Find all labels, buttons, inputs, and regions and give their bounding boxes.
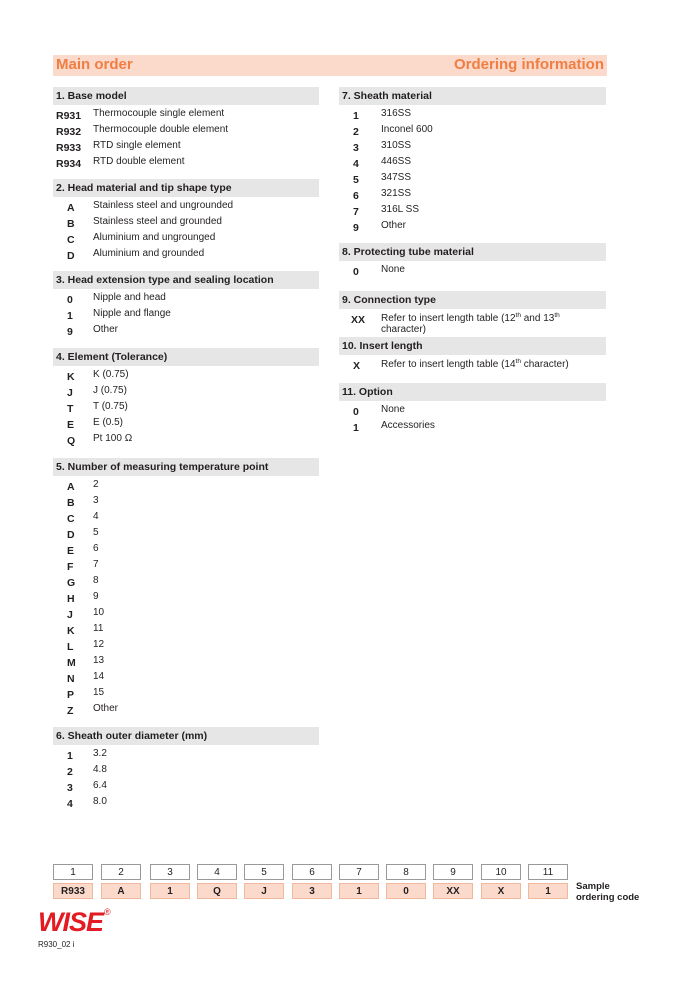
option-row <box>53 510 319 526</box>
option-code: K <box>67 625 75 637</box>
option-row <box>53 686 319 702</box>
option-row <box>53 670 319 686</box>
option-description: 13 <box>93 655 105 666</box>
option-description: 3.2 <box>93 748 107 759</box>
description-text: and 13 <box>520 313 555 324</box>
option-code: 0 <box>353 406 359 418</box>
option-row <box>53 416 319 432</box>
option-code: 5 <box>353 174 359 186</box>
option-description: None <box>381 404 405 415</box>
position-value: X <box>481 883 521 899</box>
option-description: 5 <box>93 527 99 538</box>
section-header: 1. Base model <box>53 87 319 105</box>
option-code: R931 <box>56 110 82 122</box>
option-description: 347SS <box>381 172 412 183</box>
option-code: Q <box>67 435 76 447</box>
option-description: Other <box>93 703 119 714</box>
option-row <box>53 526 319 542</box>
option-row <box>53 123 319 139</box>
option-row <box>53 654 319 670</box>
option-row <box>339 139 606 155</box>
option-code: B <box>67 218 75 230</box>
option-code: 1 <box>67 750 73 762</box>
sample-label <box>576 881 639 903</box>
option-code: 3 <box>67 782 73 794</box>
position-value: J <box>244 883 284 899</box>
option-description: 6 <box>93 543 99 554</box>
logo-text: WISE <box>38 907 104 937</box>
section-1 <box>339 87 606 235</box>
option-code: XX <box>351 314 366 326</box>
position-number: 5 <box>244 864 284 880</box>
option-description: Other <box>381 220 407 231</box>
option-row <box>53 155 319 171</box>
position-value: R933 <box>53 883 93 899</box>
description-text: character) <box>381 324 427 335</box>
option-description: Nipple and flange <box>93 308 171 319</box>
option-row <box>53 215 319 231</box>
option-description: 14 <box>93 671 105 682</box>
position-number: 6 <box>292 864 332 880</box>
option-row <box>53 606 319 622</box>
section-header: 4. Element (Tolerance) <box>53 348 319 366</box>
option-row <box>53 747 319 763</box>
section-header: 2. Head material and tip shape type <box>53 179 319 197</box>
option-row <box>53 478 319 494</box>
option-description: 4.8 <box>93 764 107 775</box>
option-code: A <box>67 481 75 493</box>
section-header: 6. Sheath outer diameter (mm) <box>53 727 319 745</box>
option-code: 4 <box>67 798 73 810</box>
option-description: 3 <box>93 495 99 506</box>
option-code: R934 <box>56 158 82 170</box>
option-row <box>339 203 606 219</box>
option-row <box>53 384 319 400</box>
option-row <box>53 590 319 606</box>
option-description: Aluminium and grounded <box>93 248 205 259</box>
option-code: 0 <box>67 294 73 306</box>
option-description: None <box>381 264 405 275</box>
position-value: 1 <box>528 883 568 899</box>
option-description: 321SS <box>381 188 412 199</box>
ordinal-suffix: th <box>515 312 521 319</box>
option-description: 316SS <box>381 108 412 119</box>
option-description: 11 <box>93 623 104 634</box>
section-header: 7. Sheath material <box>339 87 606 105</box>
option-row <box>53 638 319 654</box>
position-value: Q <box>197 883 237 899</box>
option-description: 7 <box>93 559 99 570</box>
option-description: Thermocouple double element <box>93 124 229 135</box>
option-row <box>339 311 606 335</box>
option-description: 8.0 <box>93 796 107 807</box>
option-row <box>339 171 606 187</box>
position-value: 3 <box>292 883 332 899</box>
description-text: Refer to insert length table (12 <box>381 313 516 324</box>
option-code: X <box>353 360 361 372</box>
option-description: 6.4 <box>93 780 107 791</box>
position-value: XX <box>433 883 473 899</box>
option-description: Stainless steel and ungrounded <box>93 200 234 211</box>
position-value: A <box>101 883 141 899</box>
option-code: 2 <box>67 766 73 778</box>
option-row <box>53 702 319 718</box>
sample-label-line2: ordering code <box>576 892 640 903</box>
option-row <box>339 263 606 279</box>
option-row <box>339 403 606 419</box>
section-header: 9. Connection type <box>339 291 606 309</box>
option-description: 15 <box>93 687 105 698</box>
option-row <box>53 107 319 123</box>
option-code: D <box>67 250 75 262</box>
position-number: 2 <box>101 864 141 880</box>
ordinal-suffix: th <box>554 312 560 319</box>
option-code: B <box>67 497 75 509</box>
option-description: Inconel 600 <box>381 124 433 135</box>
option-row <box>53 558 319 574</box>
option-code: Z <box>67 705 74 717</box>
section-1 <box>53 87 319 171</box>
section-header: 10. Insert length <box>339 337 606 355</box>
registered-mark: ® <box>104 907 111 917</box>
option-code: R932 <box>56 126 82 138</box>
section-header: 8. Protecting tube material <box>339 243 606 261</box>
option-description: Pt 100 Ω <box>93 433 133 444</box>
option-description: 10 <box>93 607 105 618</box>
position-value: 0 <box>386 883 426 899</box>
option-row <box>53 763 319 779</box>
option-code: 4 <box>353 158 359 170</box>
option-description: 4 <box>93 511 99 522</box>
option-description: Thermocouple single element <box>93 108 225 119</box>
section-6 <box>53 727 319 811</box>
position-number: 7 <box>339 864 379 880</box>
section-3 <box>53 271 319 339</box>
option-row <box>339 219 606 235</box>
section-header: 3. Head extension type and sealing location <box>53 271 319 289</box>
option-code: 1 <box>353 422 359 434</box>
option-row <box>53 323 319 339</box>
option-code: P <box>67 689 75 701</box>
option-row <box>53 542 319 558</box>
option-code: 6 <box>353 190 359 202</box>
position-number: 1 <box>53 864 93 880</box>
option-row <box>53 199 319 215</box>
option-row <box>53 494 319 510</box>
position-number: 11 <box>528 864 568 880</box>
option-row <box>53 368 319 384</box>
option-code: 9 <box>353 222 359 234</box>
section-header: 5. Number of measuring temperature point <box>53 458 319 476</box>
option-description: 446SS <box>381 156 412 167</box>
option-code: J <box>67 609 73 621</box>
option-row <box>53 432 319 448</box>
option-description: 316L SS <box>381 204 419 215</box>
section-5 <box>53 458 319 718</box>
option-row <box>339 187 606 203</box>
position-number: 9 <box>433 864 473 880</box>
option-code: M <box>67 657 76 669</box>
sample-label-line1: Sample <box>576 881 610 892</box>
option-description: 9 <box>93 591 99 602</box>
option-description: RTD double element <box>93 156 185 167</box>
option-description: 12 <box>93 639 105 650</box>
option-code: 2 <box>353 126 359 138</box>
option-row <box>339 123 606 139</box>
option-description: T (0.75) <box>93 401 128 412</box>
option-description: 310SS <box>381 140 412 151</box>
section-2 <box>53 179 319 263</box>
option-code: A <box>67 202 75 214</box>
option-row <box>339 107 606 123</box>
section-2 <box>339 243 606 279</box>
option-code: H <box>67 593 75 605</box>
option-description: Other <box>93 324 119 335</box>
option-code: G <box>67 577 76 589</box>
document-id: R930_02 i <box>38 940 75 949</box>
option-description: 2 <box>93 479 99 490</box>
section-4 <box>339 337 606 373</box>
option-description: K (0.75) <box>93 369 129 380</box>
option-description: Stainless steel and grounded <box>93 216 222 227</box>
option-description: RTD single element <box>93 140 181 151</box>
option-code: D <box>67 529 75 541</box>
option-code: E <box>67 419 75 431</box>
option-code: F <box>67 561 74 573</box>
option-description: Aluminium and ungrounged <box>93 232 216 243</box>
option-description: J (0.75) <box>93 385 127 396</box>
position-number: 3 <box>150 864 190 880</box>
option-row <box>339 419 606 435</box>
title-banner <box>53 55 607 76</box>
option-code: T <box>67 403 74 415</box>
wise-logo <box>38 907 111 938</box>
description-text: Refer to insert length table (14 <box>381 359 516 370</box>
option-row <box>53 247 319 263</box>
option-code: 1 <box>67 310 73 322</box>
ordinal-suffix: th <box>515 358 521 365</box>
option-row <box>53 574 319 590</box>
position-number: 4 <box>197 864 237 880</box>
option-code: 9 <box>67 326 73 338</box>
option-code: 7 <box>353 206 359 218</box>
option-description: E (0.5) <box>93 417 124 428</box>
ordering-information-title: Ordering information <box>454 56 604 73</box>
option-code: C <box>67 513 75 525</box>
option-description <box>381 312 606 335</box>
option-row <box>339 357 606 373</box>
position-value: 1 <box>339 883 379 899</box>
option-row <box>53 400 319 416</box>
position-number: 10 <box>481 864 521 880</box>
option-code: R933 <box>56 142 82 154</box>
option-description: Nipple and head <box>93 292 166 303</box>
option-code: 1 <box>353 110 359 122</box>
option-description <box>381 358 569 370</box>
option-code: E <box>67 545 75 557</box>
option-row <box>53 307 319 323</box>
option-code: 0 <box>353 266 359 278</box>
option-description: Accessories <box>381 420 435 431</box>
option-row <box>53 779 319 795</box>
option-code: N <box>67 673 75 685</box>
option-code: C <box>67 234 75 246</box>
option-code: J <box>67 387 73 399</box>
option-code: K <box>67 371 75 383</box>
main-order-title: Main order <box>56 56 133 73</box>
position-value: 1 <box>150 883 190 899</box>
option-row <box>53 795 319 811</box>
option-row <box>53 139 319 155</box>
option-row <box>53 291 319 307</box>
section-header: 11. Option <box>339 383 606 401</box>
position-number: 8 <box>386 864 426 880</box>
section-3 <box>339 291 606 335</box>
option-row <box>53 622 319 638</box>
option-description: 8 <box>93 575 99 586</box>
option-row <box>339 155 606 171</box>
option-code: L <box>67 641 74 653</box>
option-row <box>53 231 319 247</box>
section-4 <box>53 348 319 448</box>
option-code: 3 <box>353 142 359 154</box>
description-text: character) <box>520 359 569 370</box>
section-5 <box>339 383 606 435</box>
